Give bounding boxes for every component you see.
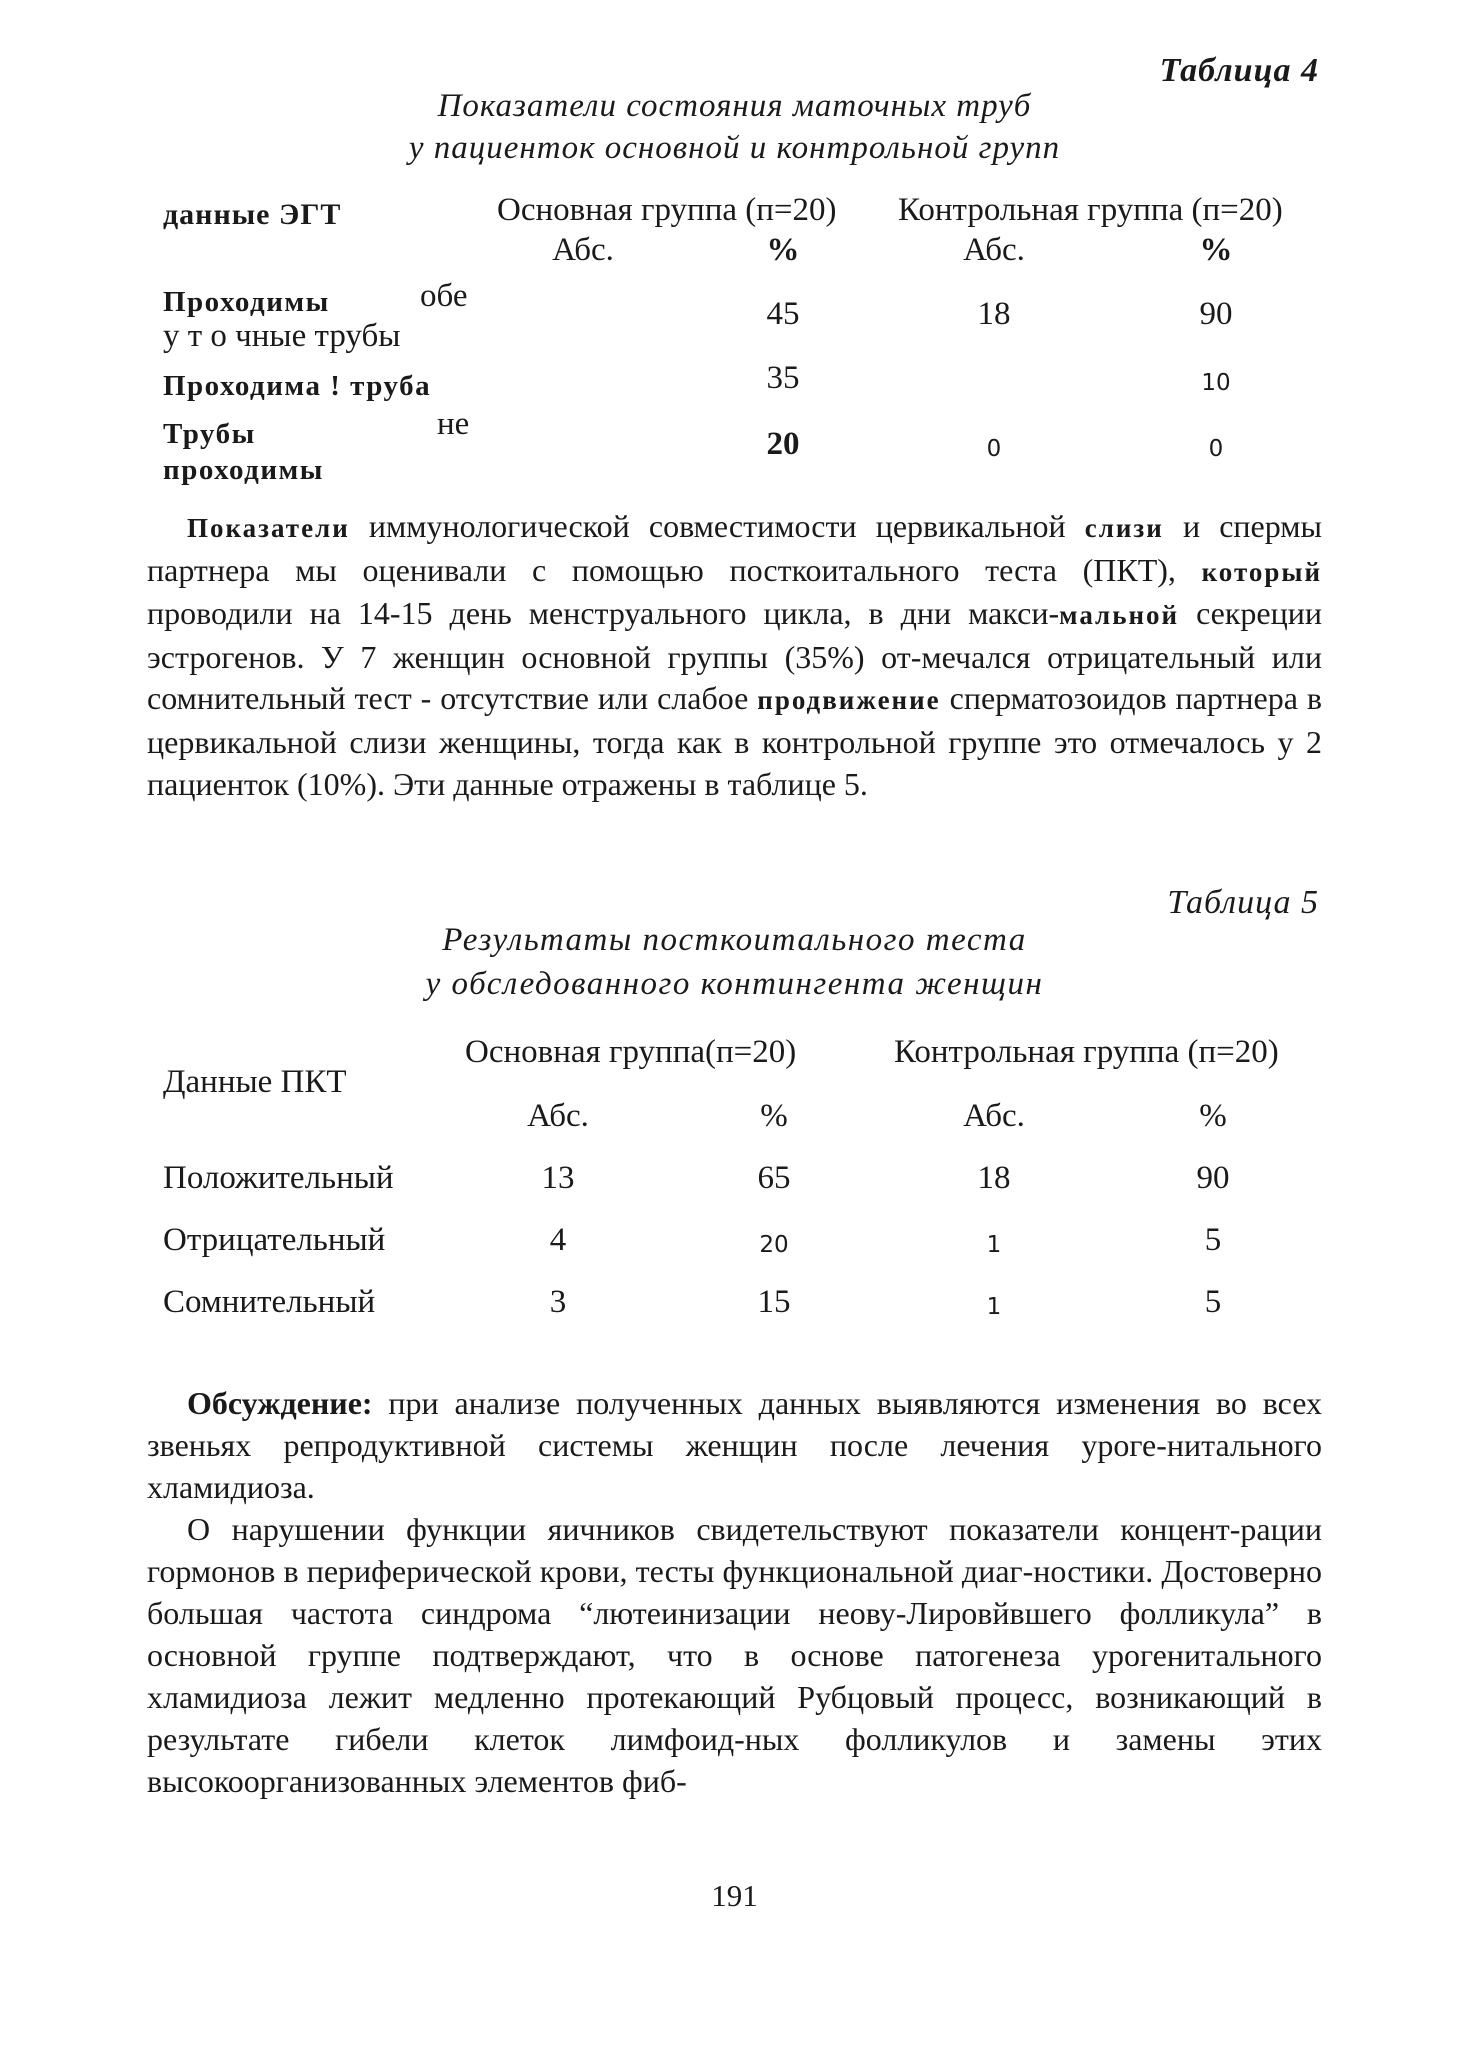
table4-header-data: данные ЭГТ: [163, 198, 342, 231]
table5-row1-ctrl-abs: 18: [977, 1160, 1011, 1196]
table4-title-line1: Показатели состояния маточных труб: [437, 88, 1032, 124]
discussion-p1: при анализе полученных данных выявляются изменения во всех звеньях репродуктивной системы женщин после лечения уроге-нитального хламидиоза.: [147, 1385, 1322, 1505]
table5-row3-main-pct: 15: [757, 1284, 791, 1320]
table4-row1-main-pct: 45: [766, 296, 800, 332]
discussion-paragraph-1: [147, 1382, 1322, 1508]
table5-label: Таблица 5: [1167, 884, 1319, 921]
table4-sub-pct-main: %: [766, 232, 800, 268]
table5-row2-main-abs: 4: [549, 1222, 567, 1258]
paragraph-t5: сперматозоидов партнера в цервикальной слизи женщины, тогда как в контрольной группе это отмечалось у 2 пациенток (10%). Эти данные отражены в таблице 5.: [147, 680, 1323, 802]
table5-row1-label: Положительный: [163, 1160, 394, 1196]
table5-row3-ctrl-abs: 1: [986, 1294, 1002, 1320]
discussion-paragraph-2: О нарушении функции яичников свидетельствуют показатели концент-рации гормонов в периферической крови, тесты функциональной диаг-ностики. Достоверно большая частота синдрома “лютеинизации неову-Лировйвшего фолликула” в основной группе подтверждают, что в основе патогенеза урогенитального хламидиоза лежит медленно протекающий Рубцовый процесс, возникающий в результате гибели клеток лимфоид-ных фолликулов и замены этих высокоорганизованных элементов фиб-: [147, 1511, 1322, 1799]
table4-row3-label: Трубы: [163, 418, 256, 450]
paragraph-w4: мальной: [1059, 600, 1180, 631]
paragraph-t3: проводили на 14-15 день менструального цикла, в дни макси-: [147, 595, 1060, 632]
paragraph-w2: слизи: [1084, 513, 1164, 543]
table4-sub-pct-control: %: [1199, 232, 1233, 268]
paragraph-w5: продвижение: [757, 685, 941, 716]
table5-row2-label: Отрицательный: [163, 1222, 386, 1258]
table5-sub-abs-control: Абс.: [963, 1098, 1025, 1134]
table4-label: Таблица 4: [1159, 52, 1319, 89]
table4-row3-label-b: не: [437, 406, 470, 442]
table5-row3-ctrl-pct: 5: [1204, 1284, 1222, 1320]
table4-row2-label: Проходима ! труба: [163, 370, 432, 402]
table4-row3-ctrl-abs: 0: [986, 436, 1002, 462]
table5-title-line2: у обследованного контингента женщин: [425, 966, 1044, 1002]
table5-sub-pct-main: %: [760, 1098, 788, 1134]
table5-row2-main-pct: 20: [759, 1232, 789, 1258]
body-paragraph: [147, 506, 1322, 805]
paragraph-w1: Показатели: [187, 513, 350, 543]
paragraph-t2: и спермы партнера мы оценивали с помощью посткоитального теста (ПКТ),: [147, 508, 1322, 588]
table5-header-data: Данные ПКТ: [163, 1064, 347, 1100]
table4-row1-label-c: у т о чные трубы: [163, 318, 401, 354]
table4-header-control: Контрольная группа (п=20): [898, 192, 1283, 228]
table4-row1-ctrl-abs: 18: [977, 296, 1011, 332]
discussion-section: [147, 1382, 1322, 1802]
table4-row1-ctrl-pct: 90: [1199, 296, 1233, 332]
discussion-heading: Обсуждение:: [187, 1385, 373, 1421]
table5-row2-ctrl-abs: 1: [986, 1232, 1002, 1258]
table4-row3-label-c: проходимы: [163, 454, 324, 486]
table4-row3-main-pct: 20: [766, 426, 800, 462]
table4-row2-main-pct: 35: [766, 360, 800, 396]
table5-row3-label: Сомнительный: [163, 1284, 376, 1320]
page-number: 191: [711, 1878, 758, 1913]
table5-header-control: Контрольная группа (п=20): [894, 1034, 1279, 1070]
table5-row2-ctrl-pct: 5: [1204, 1222, 1222, 1258]
table4-header-main: Основная группа (п=20): [497, 192, 837, 228]
table5-title-line1: Результаты посткоитального теста: [442, 922, 1027, 958]
table5-row1-main-pct: 65: [757, 1160, 791, 1196]
paragraph-t1: иммунологической совместимости цервикальной: [349, 508, 1085, 544]
table4-sub-abs-control: Абс.: [963, 232, 1025, 268]
table5-sub-pct-control: %: [1199, 1098, 1227, 1134]
paragraph-w3: который: [1201, 556, 1322, 587]
table4-row1-label-b: обе: [420, 278, 468, 314]
table4-sub-abs-main: Абс.: [552, 232, 614, 268]
table4-row2-ctrl-pct: 10: [1201, 370, 1231, 396]
table5-sub-abs-main: Абс.: [527, 1098, 589, 1134]
table4-row3-ctrl-pct: 0: [1208, 436, 1224, 462]
table5-row1-ctrl-pct: 90: [1196, 1160, 1230, 1196]
table5-header-main: Основная группа(п=20): [465, 1034, 797, 1070]
table4-row1-label: Проходимы: [163, 286, 330, 318]
table5-row3-main-abs: 3: [549, 1284, 567, 1320]
table4-title-line2: у пациенток основной и контрольной групп: [408, 130, 1061, 166]
paragraph-t4: секреции эстрогенов. У 7 женщин основной группы (35%) от-мечался отрицательный или сомнительный тест - отсутствие или слабое: [147, 595, 1323, 717]
table5-row1-main-abs: 13: [541, 1160, 575, 1196]
